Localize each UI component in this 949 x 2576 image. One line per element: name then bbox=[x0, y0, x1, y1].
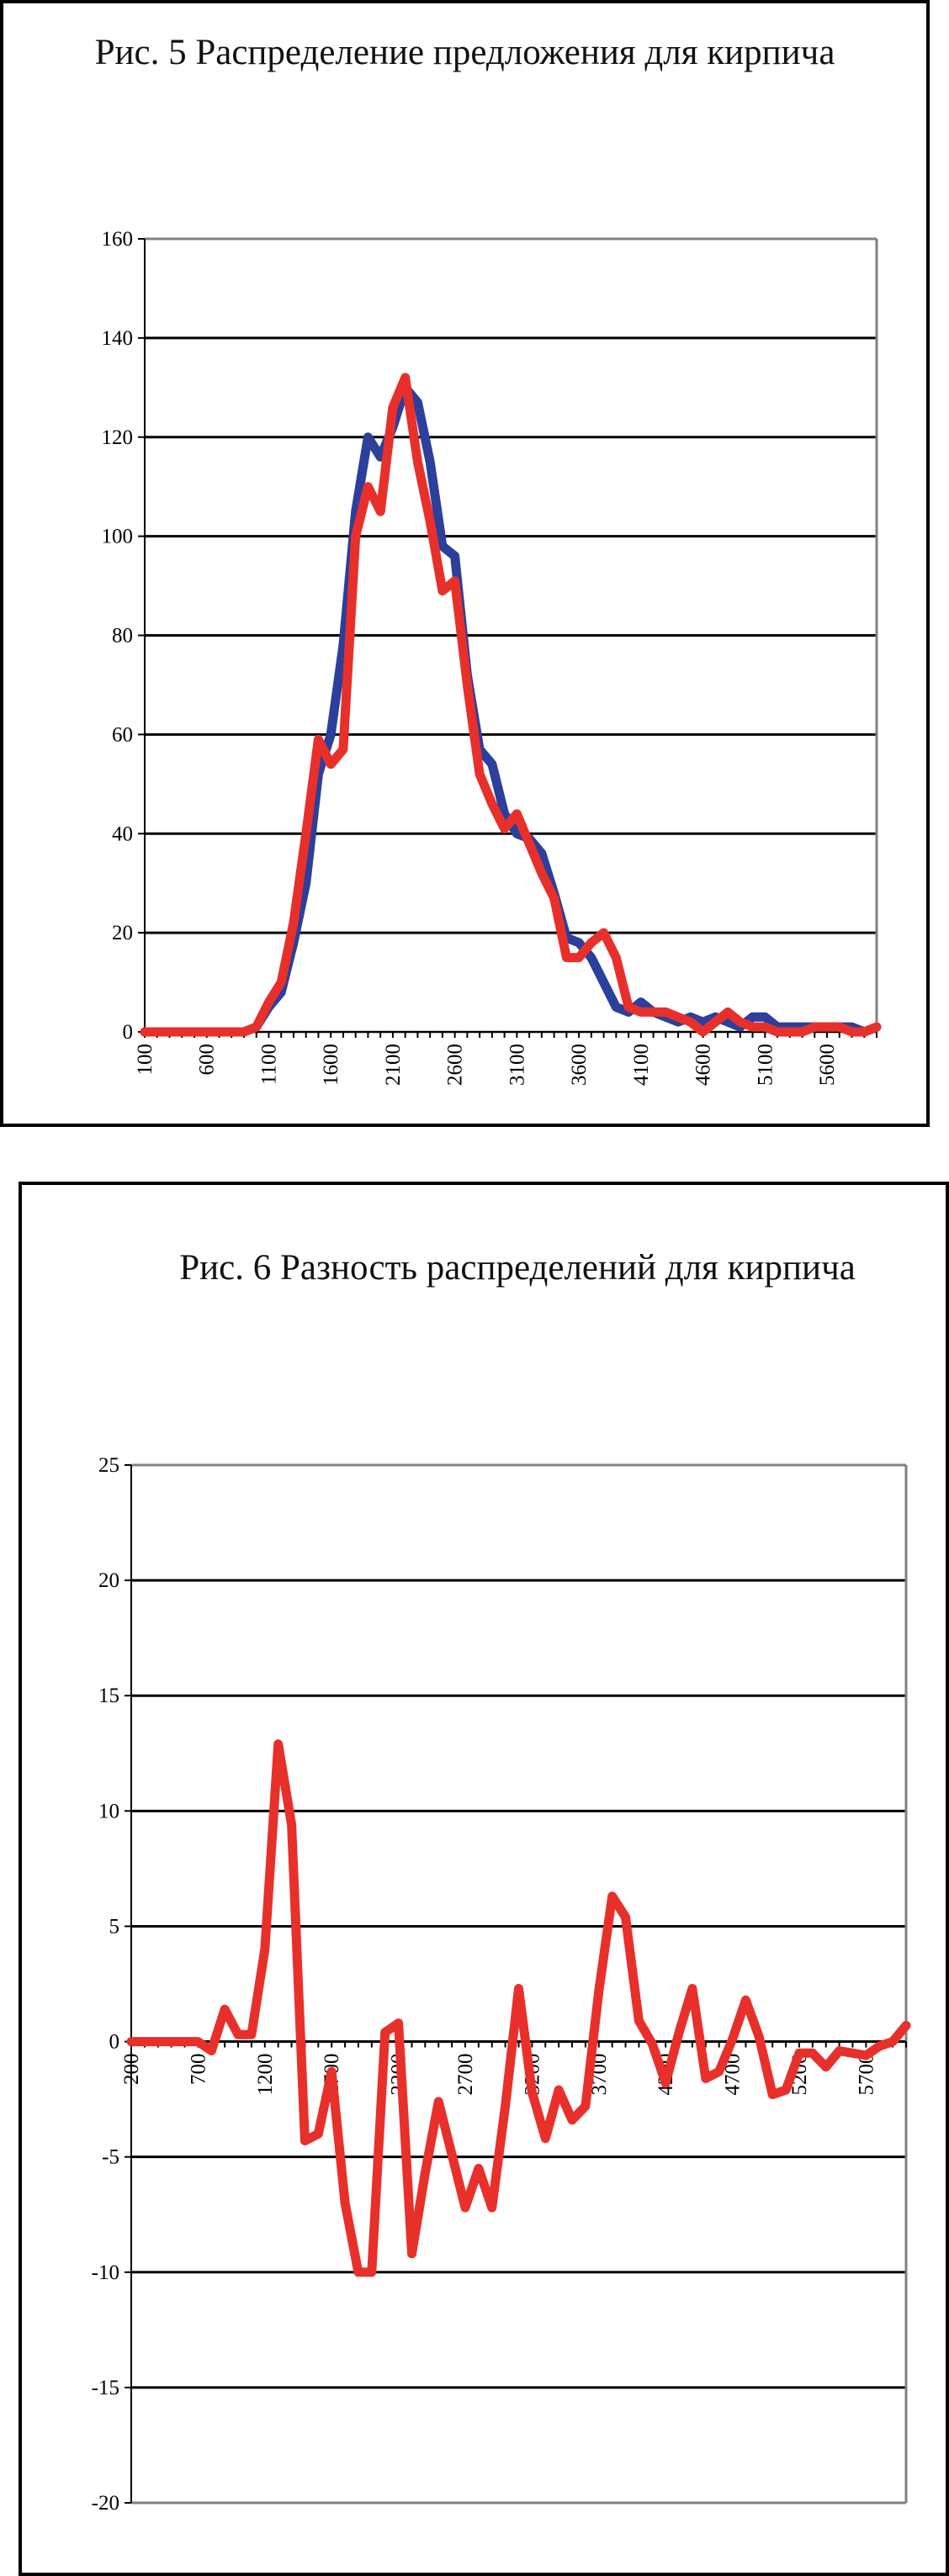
x-tick-label: 3100 bbox=[506, 1044, 529, 1086]
x-tick-label: 4200 bbox=[655, 2053, 678, 2096]
x-tick-label: 1700 bbox=[321, 2053, 344, 2096]
y-tick-label: -5 bbox=[102, 2145, 119, 2169]
x-tick-label: 5200 bbox=[787, 2053, 811, 2096]
series-line-1 bbox=[131, 1744, 906, 2272]
y-tick-label: 0 bbox=[109, 2030, 119, 2054]
y-tick-label: -20 bbox=[91, 2492, 119, 2515]
x-tick-label: 2700 bbox=[453, 2053, 477, 2096]
x-tick-label: 600 bbox=[195, 1044, 219, 1076]
x-tick-label: 3200 bbox=[521, 2053, 544, 2096]
x-tick-label: 4700 bbox=[721, 2053, 745, 2096]
figure-5-chart bbox=[3, 3, 926, 1124]
figure-5-panel bbox=[0, 0, 930, 1127]
x-tick-label: 100 bbox=[134, 1044, 156, 1076]
y-tick-label: 0 bbox=[122, 1021, 133, 1044]
x-tick-label: 2200 bbox=[387, 2053, 411, 2096]
y-tick-label: 25 bbox=[98, 1454, 119, 1477]
y-tick-label: -10 bbox=[91, 2261, 119, 2284]
y-tick-label: 60 bbox=[112, 723, 133, 747]
y-tick-label: 20 bbox=[98, 1569, 119, 1593]
x-tick-label: 5100 bbox=[754, 1044, 777, 1086]
x-tick-label: 200 bbox=[120, 2053, 143, 2086]
figure-6-panel bbox=[19, 1182, 949, 2576]
y-tick-label: 100 bbox=[101, 525, 133, 548]
x-tick-label: 2100 bbox=[381, 1044, 405, 1086]
y-tick-label: 160 bbox=[101, 228, 133, 251]
y-tick-label: 40 bbox=[112, 823, 133, 846]
y-tick-label: 10 bbox=[98, 1800, 119, 1823]
figure-6-title: Рис. 6 Разность распределений для кирпича bbox=[179, 1248, 856, 1288]
x-tick-label: 4100 bbox=[629, 1044, 653, 1086]
y-tick-label: 5 bbox=[109, 1915, 119, 1939]
x-tick-label: 1200 bbox=[253, 2053, 277, 2096]
x-tick-label: 3600 bbox=[568, 1044, 591, 1086]
x-tick-label: 700 bbox=[187, 2053, 210, 2086]
x-tick-label: 1100 bbox=[257, 1044, 281, 1086]
y-tick-label: -15 bbox=[91, 2376, 119, 2399]
y-tick-label: 80 bbox=[112, 624, 133, 648]
figure-6-chart bbox=[22, 1185, 946, 2573]
series-line-1 bbox=[145, 388, 877, 1032]
x-tick-label: 1600 bbox=[320, 1044, 343, 1086]
x-tick-label: 5700 bbox=[855, 2053, 878, 2096]
figure-5-title: Рис. 5 Распределение предложения для кирпича bbox=[94, 33, 835, 72]
x-tick-label: 5600 bbox=[816, 1044, 840, 1086]
y-tick-label: 140 bbox=[101, 326, 133, 350]
y-tick-label: 20 bbox=[112, 922, 133, 945]
y-tick-label: 15 bbox=[98, 1685, 119, 1708]
y-tick-label: 120 bbox=[101, 426, 133, 449]
x-tick-label: 3700 bbox=[587, 2053, 611, 2096]
x-tick-label: 2600 bbox=[443, 1044, 467, 1086]
x-tick-label: 4600 bbox=[692, 1044, 715, 1086]
